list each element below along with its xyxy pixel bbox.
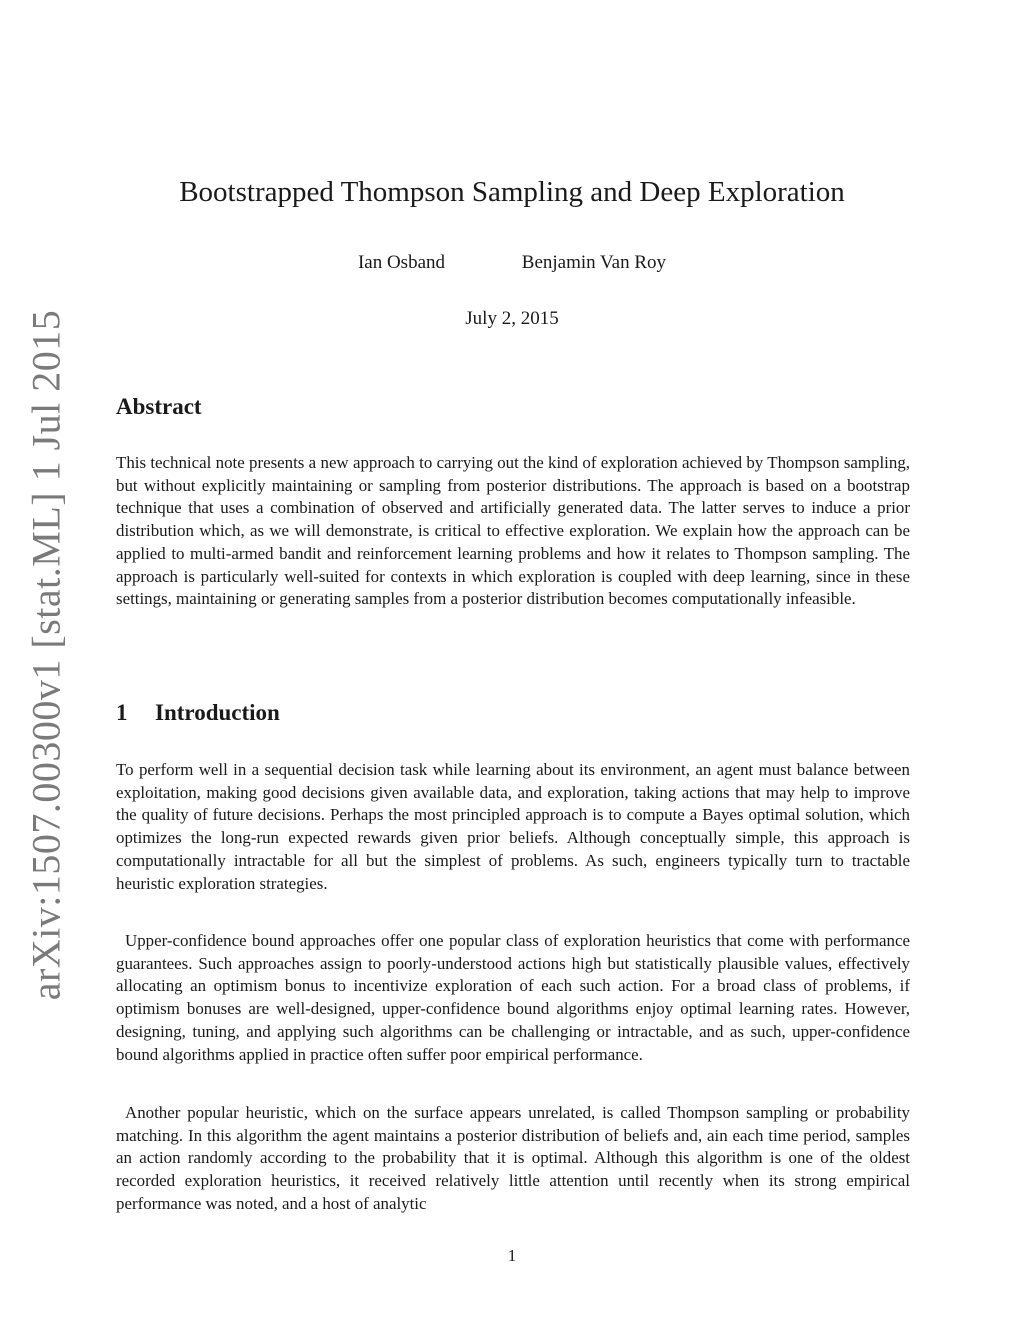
author-list xyxy=(0,252,1024,274)
page-number: 1 xyxy=(507,1246,517,1265)
arxiv-identifier: arXiv:1507.00300v1 [stat.ML] 1 Jul 2015 xyxy=(23,309,69,1001)
abstract-text: This technical note presents a new approach to carrying out the kind of exploration achieved by Thompson sampling, but without explicitly maintaining or sampling from posterior distributions. The approach is based on a bootstrap technique that uses a combination of observed and artificially generated data. The latter serves to induce a prior distribution which, as we will demonstrate, is critical to effective exploration. We explain how the approach can be applied to multi-armed bandit and reinforcement learning problems and how it relates to Thompson sampling. The approach is particularly well-suited for contexts in which exploration is coupled with deep learning, since in these settings, maintaining or generating samples from a posterior distribution becomes computationally infeasible. xyxy=(116,453,910,609)
section-number: 1 xyxy=(116,700,128,725)
author-name: Ian Osband xyxy=(357,252,446,273)
section-title: Introduction xyxy=(155,700,280,725)
body-paragraph: Upper-confidence bound approaches offer one popular class of exploration heuristics that come with performance guarantees. Such approaches assign to poorly-understood actions high but statistically plausible values, effectively allocating an optimism bonus to incentivize exploration of each such action. For a broad class of problems, if optimism bonuses are well-designed, upper-confidence bound algorithms enjoy optimal learning rates. However, designing, tuning, and applying such algorithms can be challenging or intractable, and as such, upper-confidence bound algorithms applied in practice often suffer poor empirical performance. xyxy=(116,931,910,1064)
paper-title: Bootstrapped Thompson Sampling and Deep Exploration xyxy=(179,176,845,208)
body-paragraph: To perform well in a sequential decision task while learning about its environment, an agent must balance between exploitation, making good decisions given available data, and exploration, taking actions that may help to improve the quality of future decisions. Perhaps the most principled approach is to compute a Bayes optimal solution, which optimizes the long-run expected rewards given prior beliefs. Although conceptually simple, this approach is computationally intractable for all but the simplest of problems. As such, engineers typically turn to tractable heuristic exploration strategies. xyxy=(116,760,910,893)
paper-date: July 2, 2015 xyxy=(465,308,559,329)
author-name: Benjamin Van Roy xyxy=(521,252,667,273)
body-paragraph: Another popular heuristic, which on the surface appears unrelated, is called Thompson sampling or probability matching. In this algorithm the agent maintains a posterior distribution of beliefs and, ain each time period, samples an action randomly according to the probability that it is optimal. Although this algorithm is one of the oldest recorded exploration heuristics, it received relatively little attention until recently when its strong empirical performance was noted, and a host of analytic xyxy=(116,1103,910,1213)
abstract-heading: Abstract xyxy=(116,394,202,419)
section-heading xyxy=(116,700,280,726)
